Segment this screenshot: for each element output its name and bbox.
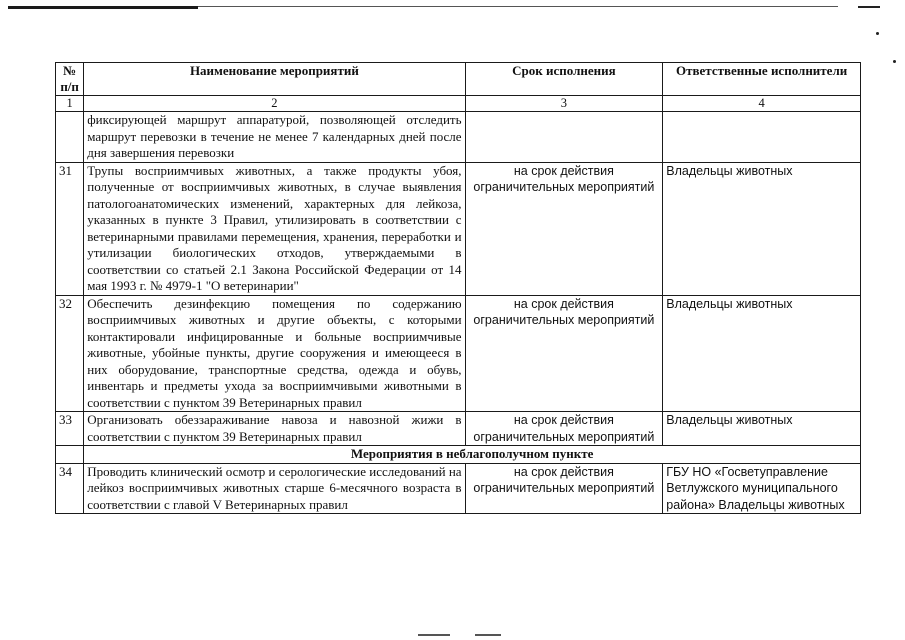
table-header-row xyxy=(56,63,861,96)
row-term: на срок действия ограничительных мероприятий xyxy=(465,412,663,446)
header-num: № п/п xyxy=(56,63,84,96)
row-number xyxy=(56,112,84,163)
column-number: 1 xyxy=(56,96,84,112)
row-number: 33 xyxy=(56,412,84,446)
row-measure: Трупы восприимчивых животных, а также продукты убоя, полученные от восприимчивых животных, в случае выявления патологоанатомических изменений, характерных для лейкоза, указанных в пункте 3 Правил, утилизировать в соответствии с ветеринарными правилами перемещения, хранения, переработки и утилизации биологических отходов, утверждаемыми в соответствии со статьей 2.1 Закона Российской Федерации от 14 мая 1993 г. № 4979-1 "О ветеринарии" xyxy=(84,162,465,295)
row-number: 34 xyxy=(56,463,84,514)
column-number-row xyxy=(56,96,861,112)
column-number: 4 xyxy=(663,96,861,112)
row-measure: Обеспечить дезинфекцию помещения по содержанию восприимчивых животных и другие объекты, с которыми контактировали инфицированные и больные восприимчивые животные, убойные пункты, другие сооружения и имеющееся в них оборудование, транспортные средства, одежда и обувь, инвентарь и предметы ухода за восприимчивыми животными в соответствии с пунктом 39 Ветеринарных правил xyxy=(84,295,465,412)
section-title: Мероприятия в неблагополучном пункте xyxy=(84,446,861,464)
scan-artifact-dot xyxy=(893,60,896,63)
row-responsible: ГБУ НО «Госветуправление Ветлужского муниципального района» Владельцы животных xyxy=(663,463,861,514)
measures-table xyxy=(55,62,861,514)
header-name: Наименование мероприятий xyxy=(84,63,465,96)
row-responsible: Владельцы животных xyxy=(663,162,861,295)
row-number: 32 xyxy=(56,295,84,412)
table-row xyxy=(56,295,861,412)
row-responsible: Владельцы животных xyxy=(663,295,861,412)
table-row xyxy=(56,463,861,514)
row-term: на срок действия ограничительных мероприятий xyxy=(465,463,663,514)
scan-artifact-line xyxy=(8,6,198,9)
section-spacer xyxy=(56,446,84,464)
scan-artifact-line xyxy=(475,634,501,636)
row-responsible: Владельцы животных xyxy=(663,412,861,446)
header-responsible: Ответственные исполнители xyxy=(663,63,861,96)
table-row xyxy=(56,162,861,295)
scan-artifact-line xyxy=(198,6,838,7)
header-term: Срок исполнения xyxy=(465,63,663,96)
section-row xyxy=(56,446,861,464)
row-measure: Проводить клинический осмотр и серологические исследований на лейкоз восприимчивых животных старше 6-месячного возраста в соответствии с главой V Ветеринарных правил xyxy=(84,463,465,514)
row-term xyxy=(465,112,663,163)
row-number: 31 xyxy=(56,162,84,295)
row-responsible xyxy=(663,112,861,163)
column-number: 3 xyxy=(465,96,663,112)
scan-artifact-dash xyxy=(858,6,880,8)
row-measure: фиксирующей маршрут аппаратурой, позволяющей отследить маршрут перевозки в течение не менее 7 календарных дней после дня завершения перевозки xyxy=(84,112,465,163)
scan-artifact-line xyxy=(418,634,450,636)
table-row xyxy=(56,412,861,446)
row-term: на срок действия ограничительных мероприятий xyxy=(465,162,663,295)
row-measure: Организовать обеззараживание навоза и навозной жижи в соответствии с пунктом 39 Ветеринарных правил xyxy=(84,412,465,446)
scan-artifact-dot xyxy=(876,32,879,35)
column-number: 2 xyxy=(84,96,465,112)
row-term: на срок действия ограничительных мероприятий xyxy=(465,295,663,412)
table-row xyxy=(56,112,861,163)
